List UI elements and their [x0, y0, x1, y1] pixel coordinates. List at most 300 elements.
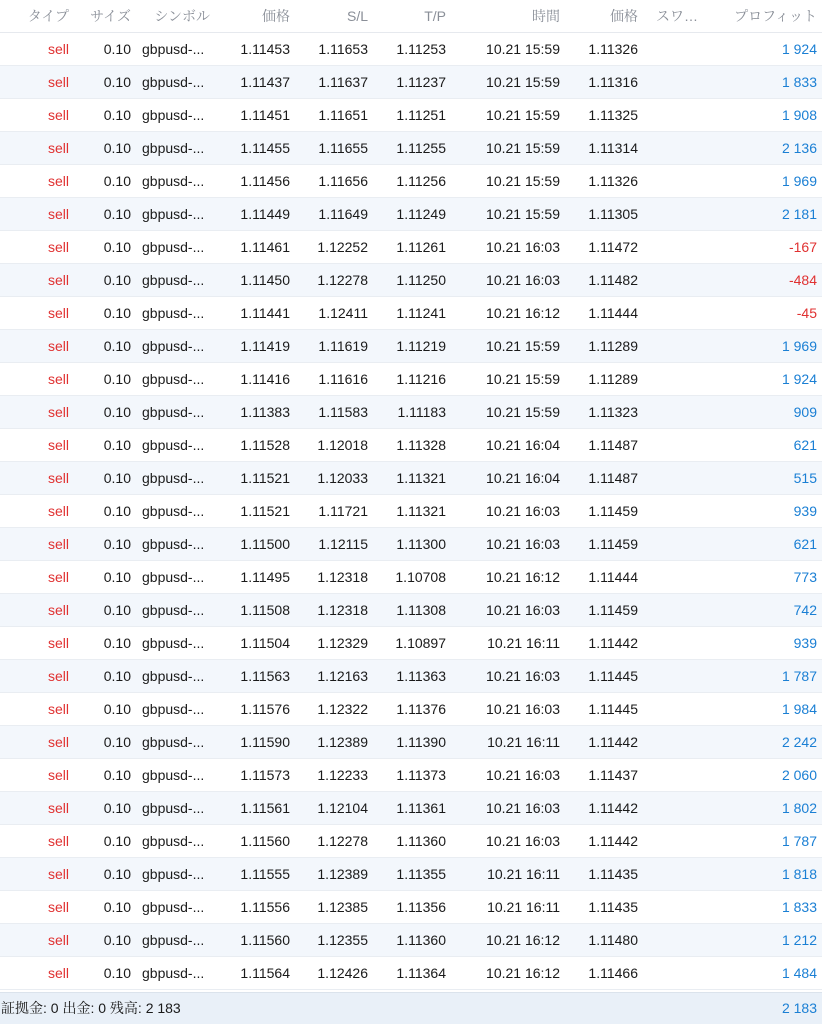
cell-symbol: gbpusd-...: [142, 965, 205, 981]
cell-open-time: 10.21 16:03: [486, 239, 560, 255]
table-row[interactable]: [0, 363, 822, 396]
table-row[interactable]: [0, 792, 822, 825]
cell-type: sell: [47, 140, 69, 156]
cell-stop-loss: 1.12104: [317, 800, 368, 816]
cell-take-profit: 1.11255: [396, 140, 446, 156]
table-row[interactable]: [0, 396, 822, 429]
cell-symbol: gbpusd-...: [142, 206, 205, 222]
cell-symbol: gbpusd-...: [142, 437, 205, 453]
cell-symbol: gbpusd-...: [142, 932, 205, 948]
cell-type: sell: [47, 107, 69, 123]
cell-take-profit: 1.11308: [396, 602, 446, 618]
cell-symbol: gbpusd-...: [142, 767, 205, 783]
cell-type: sell: [47, 668, 69, 684]
cell-type: sell: [47, 239, 69, 255]
cell-size: 0.10: [103, 965, 131, 981]
cell-profit: 621: [793, 437, 817, 453]
cell-open-price: 1.11416: [240, 371, 290, 387]
account-summary-bar: [0, 992, 822, 1024]
cell-take-profit: 1.11356: [396, 899, 446, 915]
cell-type: sell: [47, 503, 69, 519]
cell-open-time: 10.21 15:59: [486, 107, 560, 123]
table-row[interactable]: [0, 858, 822, 891]
cell-open-price: 1.11456: [240, 173, 290, 189]
cell-type: sell: [47, 41, 69, 57]
cell-size: 0.10: [103, 503, 131, 519]
cell-current-price: 1.11472: [588, 239, 638, 255]
cell-symbol: gbpusd-...: [142, 536, 205, 552]
cell-size: 0.10: [103, 74, 131, 90]
table-row[interactable]: [0, 726, 822, 759]
cell-symbol: gbpusd-...: [142, 602, 205, 618]
table-row[interactable]: [0, 429, 822, 462]
cell-take-profit: 1.11256: [396, 173, 446, 189]
header-time[interactable]: 時間: [532, 8, 560, 24]
cell-type: sell: [47, 272, 69, 288]
cell-open-price: 1.11437: [240, 74, 290, 90]
cell-open-price: 1.11453: [240, 41, 290, 57]
cell-current-price: 1.11325: [588, 107, 638, 123]
cell-open-time: 10.21 16:03: [486, 767, 560, 783]
cell-open-time: 10.21 16:11: [487, 866, 560, 882]
cell-stop-loss: 1.12318: [317, 569, 368, 585]
cell-open-price: 1.11451: [240, 107, 290, 123]
table-row[interactable]: [0, 462, 822, 495]
table-row[interactable]: [0, 627, 822, 660]
cell-size: 0.10: [103, 899, 131, 915]
header-size[interactable]: サイズ: [90, 8, 131, 24]
cell-open-time: 10.21 16:12: [486, 932, 560, 948]
cell-size: 0.10: [103, 569, 131, 585]
cell-stop-loss: 1.11653: [318, 41, 368, 57]
cell-current-price: 1.11444: [588, 569, 638, 585]
cell-symbol: gbpusd-...: [142, 272, 205, 288]
cell-current-price: 1.11305: [588, 206, 638, 222]
cell-size: 0.10: [103, 470, 131, 486]
cell-type: sell: [47, 569, 69, 585]
cell-type: sell: [47, 866, 69, 882]
cell-take-profit: 1.11219: [396, 338, 446, 354]
cell-open-price: 1.11455: [240, 140, 290, 156]
cell-size: 0.10: [103, 272, 131, 288]
cell-size: 0.10: [103, 206, 131, 222]
cell-open-time: 10.21 16:12: [486, 305, 560, 321]
cell-take-profit: 1.11321: [396, 470, 446, 486]
cell-stop-loss: 1.11656: [318, 173, 368, 189]
header-price[interactable]: 価格: [262, 8, 290, 24]
cell-take-profit: 1.11363: [396, 668, 446, 684]
cell-profit: 1 787: [781, 833, 817, 849]
cell-size: 0.10: [103, 767, 131, 783]
cell-stop-loss: 1.12278: [317, 272, 368, 288]
cell-stop-loss: 1.12163: [317, 668, 368, 684]
cell-profit: 909: [793, 404, 817, 420]
cell-symbol: gbpusd-...: [142, 107, 205, 123]
cell-open-time: 10.21 16:04: [486, 437, 560, 453]
cell-size: 0.10: [103, 734, 131, 750]
cell-profit: 939: [793, 503, 817, 519]
cell-current-price: 1.11482: [588, 272, 638, 288]
cell-symbol: gbpusd-...: [142, 239, 205, 255]
cell-profit: 1 924: [781, 371, 817, 387]
cell-type: sell: [47, 338, 69, 354]
cell-type: sell: [47, 833, 69, 849]
cell-open-price: 1.11521: [240, 503, 290, 519]
header-type[interactable]: タイプ: [27, 8, 69, 24]
cell-profit: 1 787: [781, 668, 817, 684]
cell-symbol: gbpusd-...: [142, 305, 205, 321]
cell-size: 0.10: [103, 701, 131, 717]
cell-stop-loss: 1.12278: [317, 833, 368, 849]
cell-current-price: 1.11323: [588, 404, 638, 420]
cell-stop-loss: 1.12233: [317, 767, 368, 783]
cell-size: 0.10: [103, 173, 131, 189]
cell-take-profit: 1.11241: [396, 305, 446, 321]
cell-profit: 515: [793, 470, 817, 486]
cell-current-price: 1.11316: [588, 74, 638, 90]
cell-stop-loss: 1.11655: [318, 140, 368, 156]
cell-type: sell: [47, 371, 69, 387]
cell-type: sell: [47, 767, 69, 783]
cell-profit: 1 908: [781, 107, 817, 123]
cell-profit: 1 969: [781, 338, 817, 354]
cell-current-price: 1.11435: [588, 866, 638, 882]
header-tp[interactable]: T/P: [424, 8, 446, 24]
cell-open-price: 1.11556: [240, 899, 290, 915]
cell-stop-loss: 1.12322: [317, 701, 368, 717]
cell-open-price: 1.11560: [240, 833, 290, 849]
account-summary: 証拠金: 0 出金: 0 残高: 2 183: [1, 1000, 181, 1016]
cell-stop-loss: 1.12389: [317, 734, 368, 750]
cell-take-profit: 1.11300: [396, 536, 446, 552]
table-row[interactable]: [0, 198, 822, 231]
cell-size: 0.10: [103, 932, 131, 948]
cell-stop-loss: 1.12355: [317, 932, 368, 948]
cell-type: sell: [47, 602, 69, 618]
header-symbol[interactable]: シンボル: [154, 8, 210, 24]
cell-profit: 1 969: [781, 173, 817, 189]
cell-type: sell: [47, 536, 69, 552]
cell-profit: 1 984: [781, 701, 817, 717]
cell-symbol: gbpusd-...: [142, 569, 205, 585]
cell-current-price: 1.11459: [588, 536, 638, 552]
table-row[interactable]: [0, 33, 822, 66]
cell-profit: 1 484: [781, 965, 817, 981]
table-row[interactable]: [0, 825, 822, 858]
cell-open-time: 10.21 16:11: [487, 734, 560, 750]
cell-size: 0.10: [103, 866, 131, 882]
cell-stop-loss: 1.12329: [317, 635, 368, 651]
cell-take-profit: 1.11373: [396, 767, 446, 783]
cell-symbol: gbpusd-...: [142, 866, 205, 882]
header-current-price[interactable]: 価格: [610, 8, 638, 24]
table-row[interactable]: [0, 528, 822, 561]
cell-stop-loss: 1.11649: [318, 206, 368, 222]
cell-current-price: 1.11314: [588, 140, 638, 156]
cell-type: sell: [47, 437, 69, 453]
cell-symbol: gbpusd-...: [142, 338, 205, 354]
cell-symbol: gbpusd-...: [142, 173, 205, 189]
cell-stop-loss: 1.11721: [318, 503, 368, 519]
cell-type: sell: [47, 734, 69, 750]
cell-symbol: gbpusd-...: [142, 41, 205, 57]
cell-open-time: 10.21 16:03: [486, 536, 560, 552]
cell-take-profit: 1.11328: [396, 437, 446, 453]
cell-size: 0.10: [103, 140, 131, 156]
cell-type: sell: [47, 932, 69, 948]
cell-profit: 2 060: [781, 767, 817, 783]
cell-symbol: gbpusd-...: [142, 734, 205, 750]
cell-take-profit: 1.10708: [395, 569, 446, 585]
cell-open-price: 1.11508: [240, 602, 290, 618]
cell-open-price: 1.11521: [240, 470, 290, 486]
table-row[interactable]: [0, 594, 822, 627]
table-row[interactable]: [0, 132, 822, 165]
cell-profit: 1 802: [781, 800, 817, 816]
cell-type: sell: [47, 899, 69, 915]
cell-open-time: 10.21 16:03: [486, 272, 560, 288]
cell-open-price: 1.11500: [240, 536, 290, 552]
cell-open-time: 10.21 16:03: [486, 800, 560, 816]
table-row[interactable]: [0, 561, 822, 594]
cell-open-time: 10.21 16:11: [487, 899, 560, 915]
cell-open-price: 1.11561: [240, 800, 290, 816]
cell-size: 0.10: [103, 800, 131, 816]
cell-stop-loss: 1.11583: [318, 404, 368, 420]
cell-take-profit: 1.11361: [396, 800, 446, 816]
cell-symbol: gbpusd-...: [142, 371, 205, 387]
cell-open-time: 10.21 15:59: [486, 206, 560, 222]
cell-take-profit: 1.11360: [396, 833, 446, 849]
cell-open-time: 10.21 15:59: [486, 338, 560, 354]
cell-current-price: 1.11480: [588, 932, 638, 948]
cell-profit: 1 818: [781, 866, 817, 882]
cell-profit: 939: [793, 635, 817, 651]
cell-current-price: 1.11459: [588, 602, 638, 618]
cell-profit: 2 136: [781, 140, 817, 156]
table-row[interactable]: [0, 99, 822, 132]
cell-stop-loss: 1.11619: [318, 338, 368, 354]
cell-current-price: 1.11487: [588, 470, 638, 486]
table-row[interactable]: [0, 957, 822, 990]
cell-stop-loss: 1.12018: [317, 437, 368, 453]
table-row[interactable]: [0, 264, 822, 297]
cell-stop-loss: 1.12385: [317, 899, 368, 915]
cell-open-time: 10.21 15:59: [486, 41, 560, 57]
cell-profit: 2 242: [781, 734, 817, 750]
cell-open-price: 1.11419: [240, 338, 290, 354]
table-row[interactable]: [0, 165, 822, 198]
cell-stop-loss: 1.12318: [317, 602, 368, 618]
cell-open-time: 10.21 16:03: [486, 833, 560, 849]
cell-open-time: 10.21 16:03: [486, 602, 560, 618]
cell-take-profit: 1.10897: [395, 635, 446, 651]
cell-take-profit: 1.11253: [396, 41, 446, 57]
cell-profit: 1 212: [781, 932, 817, 948]
cell-stop-loss: 1.11651: [318, 107, 368, 123]
cell-size: 0.10: [103, 371, 131, 387]
cell-size: 0.10: [103, 305, 131, 321]
cell-stop-loss: 1.12033: [317, 470, 368, 486]
cell-take-profit: 1.11321: [396, 503, 446, 519]
cell-current-price: 1.11289: [588, 338, 638, 354]
table-row[interactable]: [0, 297, 822, 330]
cell-open-price: 1.11449: [240, 206, 290, 222]
cell-size: 0.10: [103, 833, 131, 849]
cell-open-price: 1.11573: [240, 767, 290, 783]
cell-current-price: 1.11459: [588, 503, 638, 519]
positions-table: [0, 33, 822, 990]
cell-size: 0.10: [103, 602, 131, 618]
cell-current-price: 1.11442: [588, 800, 638, 816]
table-row[interactable]: [0, 231, 822, 264]
cell-profit: -45: [796, 305, 817, 321]
cell-open-price: 1.11504: [240, 635, 290, 651]
total-profit: 2 183: [781, 1000, 817, 1016]
cell-symbol: gbpusd-...: [142, 833, 205, 849]
cell-take-profit: 1.11216: [396, 371, 446, 387]
cell-size: 0.10: [103, 404, 131, 420]
cell-open-price: 1.11576: [240, 701, 290, 717]
cell-type: sell: [47, 635, 69, 651]
cell-profit: -167: [788, 239, 817, 255]
cell-symbol: gbpusd-...: [142, 635, 205, 651]
cell-stop-loss: 1.12252: [317, 239, 368, 255]
cell-type: sell: [47, 470, 69, 486]
cell-stop-loss: 1.11616: [318, 371, 368, 387]
table-row[interactable]: [0, 924, 822, 957]
cell-symbol: gbpusd-...: [142, 404, 205, 420]
cell-profit: 1 833: [781, 74, 817, 90]
table-header: [0, 0, 822, 33]
cell-take-profit: 1.11355: [396, 866, 446, 882]
cell-stop-loss: 1.12411: [318, 305, 368, 321]
table-row[interactable]: [0, 759, 822, 792]
cell-symbol: gbpusd-...: [142, 74, 205, 90]
cell-profit: -484: [788, 272, 817, 288]
cell-current-price: 1.11444: [588, 305, 638, 321]
cell-profit: 773: [793, 569, 817, 585]
cell-open-time: 10.21 16:12: [486, 965, 560, 981]
cell-current-price: 1.11445: [588, 701, 638, 717]
cell-profit: 1 924: [781, 41, 817, 57]
cell-current-price: 1.11466: [588, 965, 638, 981]
cell-size: 0.10: [103, 668, 131, 684]
cell-open-time: 10.21 16:12: [486, 569, 560, 585]
cell-symbol: gbpusd-...: [142, 899, 205, 915]
cell-type: sell: [47, 965, 69, 981]
cell-open-time: 10.21 16:03: [486, 503, 560, 519]
cell-type: sell: [47, 701, 69, 717]
cell-type: sell: [47, 800, 69, 816]
cell-stop-loss: 1.12389: [317, 866, 368, 882]
cell-profit: 2 181: [781, 206, 817, 222]
cell-symbol: gbpusd-...: [142, 701, 205, 717]
header-swap[interactable]: スワ…: [656, 8, 698, 24]
cell-open-price: 1.11450: [240, 272, 290, 288]
cell-open-price: 1.11563: [240, 668, 290, 684]
cell-size: 0.10: [103, 536, 131, 552]
cell-symbol: gbpusd-...: [142, 140, 205, 156]
cell-take-profit: 1.11250: [396, 272, 446, 288]
cell-current-price: 1.11442: [588, 833, 638, 849]
table-row[interactable]: [0, 891, 822, 924]
cell-open-time: 10.21 16:03: [486, 668, 560, 684]
cell-open-time: 10.21 16:03: [486, 701, 560, 717]
cell-type: sell: [47, 74, 69, 90]
cell-take-profit: 1.11249: [396, 206, 446, 222]
cell-open-time: 10.21 16:04: [486, 470, 560, 486]
cell-current-price: 1.11445: [588, 668, 638, 684]
cell-stop-loss: 1.12115: [318, 536, 368, 552]
cell-type: sell: [47, 305, 69, 321]
cell-current-price: 1.11435: [588, 899, 638, 915]
cell-take-profit: 1.11261: [396, 239, 446, 255]
cell-current-price: 1.11437: [588, 767, 638, 783]
cell-take-profit: 1.11360: [396, 932, 446, 948]
cell-stop-loss: 1.11637: [318, 74, 368, 90]
cell-open-price: 1.11555: [240, 866, 290, 882]
cell-current-price: 1.11326: [588, 41, 638, 57]
cell-size: 0.10: [103, 635, 131, 651]
table-row[interactable]: [0, 693, 822, 726]
table-row[interactable]: [0, 660, 822, 693]
table-row[interactable]: [0, 330, 822, 363]
cell-open-time: 10.21 15:59: [486, 140, 560, 156]
table-row[interactable]: [0, 495, 822, 528]
cell-open-price: 1.11590: [240, 734, 290, 750]
cell-take-profit: 1.11364: [396, 965, 446, 981]
cell-type: sell: [47, 206, 69, 222]
table-row[interactable]: [0, 66, 822, 99]
cell-size: 0.10: [103, 338, 131, 354]
cell-open-time: 10.21 15:59: [486, 371, 560, 387]
cell-profit: 1 833: [781, 899, 817, 915]
cell-take-profit: 1.11376: [396, 701, 446, 717]
cell-profit: 621: [793, 536, 817, 552]
cell-current-price: 1.11442: [588, 635, 638, 651]
cell-symbol: gbpusd-...: [142, 503, 205, 519]
cell-current-price: 1.11326: [588, 173, 638, 189]
cell-open-time: 10.21 16:11: [487, 635, 560, 651]
cell-current-price: 1.11487: [588, 437, 638, 453]
cell-open-price: 1.11495: [240, 569, 290, 585]
cell-take-profit: 1.11237: [396, 74, 446, 90]
cell-symbol: gbpusd-...: [142, 800, 205, 816]
cell-open-price: 1.11461: [240, 239, 290, 255]
cell-symbol: gbpusd-...: [142, 668, 205, 684]
cell-current-price: 1.11442: [588, 734, 638, 750]
cell-open-time: 10.21 15:59: [486, 74, 560, 90]
cell-open-time: 10.21 15:59: [486, 404, 560, 420]
cell-profit: 742: [793, 602, 817, 618]
cell-size: 0.10: [103, 437, 131, 453]
cell-open-price: 1.11441: [240, 305, 290, 321]
cell-open-time: 10.21 15:59: [486, 173, 560, 189]
cell-size: 0.10: [103, 41, 131, 57]
cell-open-price: 1.11383: [240, 404, 290, 420]
header-profit[interactable]: プロフィット: [734, 8, 817, 24]
cell-size: 0.10: [103, 239, 131, 255]
cell-type: sell: [47, 404, 69, 420]
cell-take-profit: 1.11251: [396, 107, 446, 123]
cell-stop-loss: 1.12426: [317, 965, 368, 981]
cell-take-profit: 1.11390: [396, 734, 446, 750]
cell-type: sell: [47, 173, 69, 189]
cell-current-price: 1.11289: [588, 371, 638, 387]
header-sl[interactable]: S/L: [346, 8, 368, 24]
cell-size: 0.10: [103, 107, 131, 123]
